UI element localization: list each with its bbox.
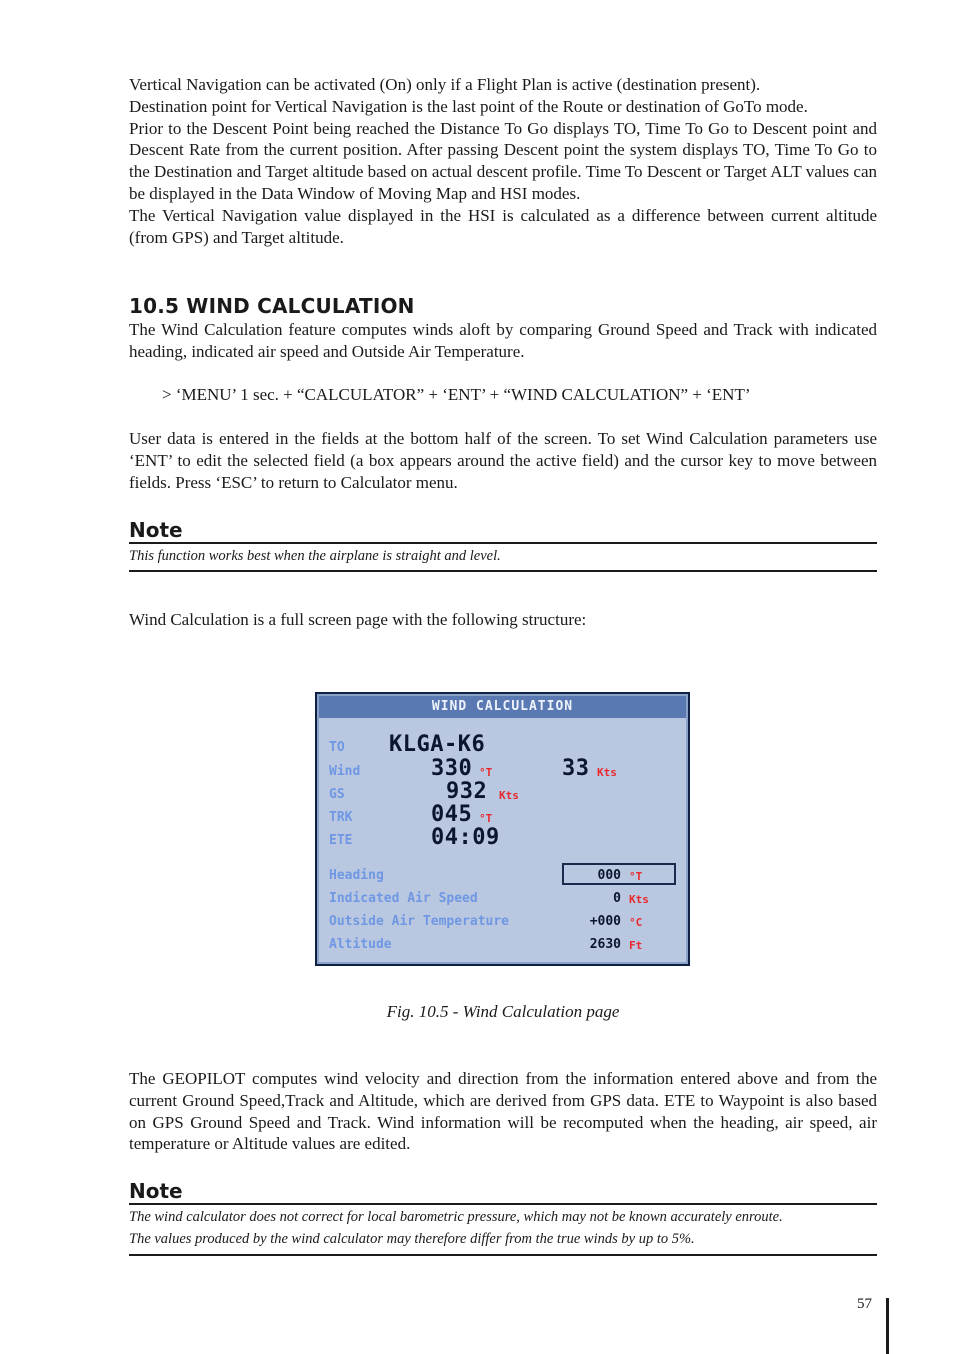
gs-unit: Kts	[499, 789, 519, 802]
screen-display	[317, 694, 688, 964]
menu-path: > ‘MENU’ 1 sec. + “CALCULATOR” + ‘ENT’ + “WIND CALCULATION” + ‘ENT’	[162, 385, 751, 404]
section-intro: The Wind Calculation feature computes winds aloft by comparing Ground Speed and Track with indicated heading, indicated air speed and Outside Air Temperature.	[129, 320, 877, 361]
note-title: Note	[129, 518, 183, 542]
ias-unit: Kts	[629, 893, 649, 906]
oat-label: Outside Air Temperature	[329, 914, 510, 929]
structure-paragraph: Wind Calculation is a full screen page with the following structure:	[129, 610, 587, 629]
vertical-navigation-text	[129, 74, 877, 248]
wind-speed-value: 33	[562, 756, 590, 781]
page-edge-bar	[886, 1298, 889, 1354]
note-divider	[129, 570, 877, 572]
wind-calculation-screen	[315, 692, 690, 966]
intro-paragraph-2: Destination point for Vertical Navigation is the last point of the Route or destination of GoTo mode.	[129, 96, 808, 116]
figure-caption: Fig. 10.5 - Wind Calculation page	[386, 1002, 620, 1021]
ias-value[interactable]: 0	[613, 891, 621, 906]
note-text: This function works best when the airplane is straight and level.	[129, 548, 501, 564]
intro-paragraph-1: Vertical Navigation can be activated (On) only if a Flight Plan is active (destination present).	[129, 75, 761, 94]
wind-speed-unit: Kts	[597, 766, 617, 779]
screen-title: WIND CALCULATION	[319, 696, 686, 718]
note-divider	[129, 542, 877, 544]
altitude-unit: Ft	[629, 939, 643, 952]
wind-direction-value: 330	[431, 756, 473, 781]
heading-value[interactable]: 000	[597, 868, 621, 883]
wind-label: Wind	[329, 764, 361, 779]
heading-label: Heading	[329, 868, 384, 883]
altitude-value[interactable]: 2630	[589, 937, 621, 952]
intro-paragraph-4: The Vertical Navigation value displayed in the HSI is calculated as a difference between current altitude (from GPS) and Target altitude.	[129, 205, 877, 247]
gs-label: GS	[329, 787, 345, 802]
wind-direction-unit: °T	[479, 766, 493, 779]
intro-paragraph-3: Prior to the Descent Point being reached the Distance To Go displays TO, Time To Go to Descent point and Descent Rate from the current position. After passing Descent point the system displays TO, Time To Go to the Destination and Target altitude based on actual descent profile. Time To Descent or Target ALT values can be displayed in the Data Window of Moving Map and HSI modes.	[129, 118, 877, 203]
note-text-line-1: The wind calculator does not correct for local barometric pressure, which may not be known accurately enroute.	[129, 1209, 783, 1225]
ete-value: 04:09	[431, 825, 500, 850]
page-number: 57	[857, 1296, 872, 1312]
trk-unit: °T	[479, 812, 493, 825]
note-divider	[129, 1203, 877, 1205]
note-text-line-2: The values produced by the wind calculator may therefore differ from the true winds by up to 5%.	[129, 1231, 695, 1247]
trk-value: 045	[431, 802, 473, 827]
user-data-paragraph: User data is entered in the fields at the bottom half of the screen. To set Wind Calculation parameters use ‘ENT’ to edit the selected field (a box appears around the active field) and the cursor key to move between fields. Press ‘ESC’ to return to Calculator menu.	[129, 429, 877, 492]
geopilot-paragraph: The GEOPILOT computes wind velocity and direction from the information entered above and from the current Ground Speed,Track and Altitude, which are derived from GPS data. ETE to Waypoint is also based on GPS Ground Speed and Track. Wind information will be recomputed when the heading, air speed, air temperature or Altitude values are edited.	[129, 1069, 877, 1154]
gs-value: 932	[446, 779, 488, 804]
altitude-label: Altitude	[329, 937, 392, 952]
ias-label: Indicated Air Speed	[329, 891, 478, 906]
to-value: KLGA-K6	[389, 732, 486, 757]
oat-unit: °C	[629, 916, 643, 929]
oat-value[interactable]: +000	[589, 914, 621, 929]
trk-label: TRK	[329, 810, 353, 825]
heading-unit: °T	[629, 870, 643, 883]
section-heading: 10.5 WIND CALCULATION	[129, 294, 415, 318]
note-title: Note	[129, 1179, 183, 1203]
ete-label: ETE	[329, 833, 353, 848]
to-label: TO	[329, 740, 345, 755]
note-divider	[129, 1254, 877, 1256]
